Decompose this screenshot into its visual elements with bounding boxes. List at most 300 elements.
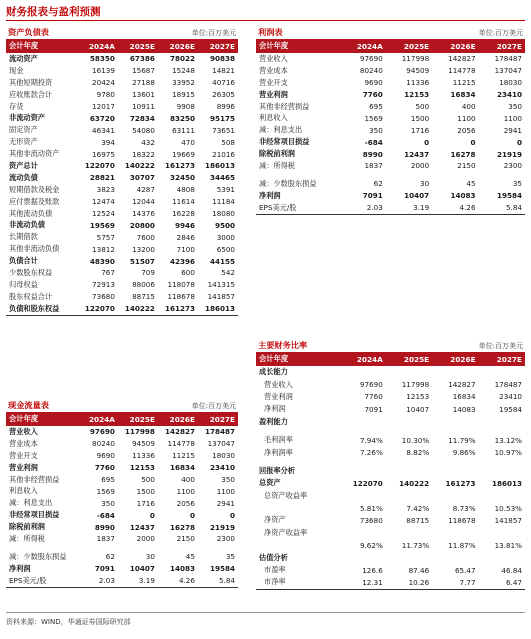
row-label xyxy=(256,502,339,514)
row-value: 0 xyxy=(229,510,235,520)
row-label: 营业收入 xyxy=(264,379,293,389)
row-value: 7760 xyxy=(364,392,383,402)
row-label: 减：所得税 xyxy=(259,160,295,170)
row-value: 35 xyxy=(225,552,235,562)
row-label: 非流动资产 xyxy=(9,113,45,123)
row-value: 45 xyxy=(466,179,476,189)
row-value xyxy=(432,366,478,378)
row-value: 20424 xyxy=(92,78,115,88)
row-label: 长期借款 xyxy=(9,232,38,242)
row-value: 7100 xyxy=(176,244,195,254)
row-value: 11614 xyxy=(172,197,195,207)
table-row xyxy=(256,178,525,190)
row-value: 10.53% xyxy=(494,503,522,513)
row-value: 9.86% xyxy=(452,448,476,458)
balance-sheet-block xyxy=(6,27,238,316)
row-label: 减：利息支出 xyxy=(9,498,53,508)
row-value: 46341 xyxy=(92,125,115,135)
row-label: 成长能力 xyxy=(259,367,288,377)
table-row xyxy=(256,416,525,428)
row-value: 12153 xyxy=(404,90,430,100)
row-label: 净利润 xyxy=(259,190,281,200)
row-value: 6500 xyxy=(216,244,235,254)
row-value: 4.26 xyxy=(432,202,478,214)
header-year: 2024A xyxy=(78,39,118,53)
row-value: 350 xyxy=(369,125,383,135)
row-label: 总资产收益率 xyxy=(264,490,308,500)
row-value: 40716 xyxy=(212,78,235,88)
table-row xyxy=(6,112,238,124)
row-label: 流动资产 xyxy=(9,53,38,63)
row-value: 0 xyxy=(516,137,522,147)
row-label: 非经常项目损益 xyxy=(9,510,60,520)
table-row xyxy=(256,446,525,458)
row-value xyxy=(479,465,525,477)
row-value: 500 xyxy=(415,102,430,111)
row-value: 21016 xyxy=(212,149,235,159)
row-value: 161273 xyxy=(164,161,195,171)
row-value: 72913 xyxy=(92,280,115,290)
row-value: 10.97% xyxy=(494,448,522,458)
row-label: 毛利润率 xyxy=(264,435,293,445)
row-label: 营业收入 xyxy=(259,53,288,63)
row-value: 4808 xyxy=(176,185,195,195)
row-value: 94509 xyxy=(406,66,430,76)
row-value: 45 xyxy=(185,552,195,562)
row-label: 固定资产 xyxy=(9,125,38,135)
row-value: 2300 xyxy=(503,161,522,171)
row-value: 2941 xyxy=(503,125,522,135)
row-label: 营业利润 xyxy=(9,462,38,472)
row-value: 3.19 xyxy=(118,575,158,587)
row-value: 7091 xyxy=(364,404,383,414)
row-value: 118678 xyxy=(448,515,476,525)
header-row xyxy=(6,412,238,426)
row-value: 2000 xyxy=(410,161,430,171)
row-value: 16228 xyxy=(172,209,195,219)
cash-flow-title: 现金流量表 xyxy=(8,400,49,410)
row-value: 600 xyxy=(181,268,195,278)
row-value: 44155 xyxy=(209,256,235,266)
row-label: 净利润 xyxy=(9,563,31,573)
row-value: 23410 xyxy=(499,392,522,402)
row-value xyxy=(386,490,432,502)
row-value: 1100 xyxy=(457,113,476,123)
income-statement-table xyxy=(256,39,525,215)
table-row xyxy=(6,450,238,462)
row-value: 88715 xyxy=(132,292,155,302)
row-value xyxy=(386,366,432,378)
row-value xyxy=(339,465,385,477)
header-year: 2025E xyxy=(118,39,158,53)
row-value: 5757 xyxy=(96,232,115,242)
table-row xyxy=(6,509,238,521)
table-row xyxy=(6,279,238,291)
row-value: 0 xyxy=(189,510,195,520)
row-value: 1837 xyxy=(364,161,383,171)
table-row xyxy=(256,148,525,160)
table-row xyxy=(256,477,525,489)
row-value: 14083 xyxy=(169,564,195,574)
row-value: 30 xyxy=(145,552,155,562)
row-value xyxy=(479,490,525,502)
row-value: 7600 xyxy=(136,232,155,242)
row-value: 14376 xyxy=(132,209,155,219)
row-value: 118678 xyxy=(167,292,195,302)
table-row xyxy=(256,527,525,539)
header-row xyxy=(256,39,525,53)
row-value: 16139 xyxy=(92,66,115,76)
row-value: 18915 xyxy=(172,90,195,100)
table-row xyxy=(6,196,238,208)
row-value: 2300 xyxy=(216,534,235,544)
row-value: 122070 xyxy=(84,161,115,171)
row-label: 其他非流动资产 xyxy=(9,149,60,159)
row-value: 11336 xyxy=(406,78,430,88)
row-value: 3.19 xyxy=(386,202,432,214)
header-label: 会计年度 xyxy=(6,39,78,53)
row-value: 7760 xyxy=(94,463,115,473)
row-value: 13.81% xyxy=(494,540,522,550)
row-label: 其他非经营损益 xyxy=(259,101,310,111)
table-row xyxy=(6,231,238,243)
row-value: 94509 xyxy=(132,439,155,449)
row-value: 8990 xyxy=(94,522,115,532)
row-value: 12524 xyxy=(92,209,115,219)
row-value: 14083 xyxy=(450,191,476,201)
row-value: 16278 xyxy=(450,149,476,159)
row-value: 508 xyxy=(221,137,235,147)
row-value: 12474 xyxy=(92,197,115,207)
row-value: 2150 xyxy=(457,161,476,171)
row-value: 126.6 xyxy=(362,565,383,575)
row-value: 27188 xyxy=(132,78,155,88)
row-value: 65.47 xyxy=(454,565,476,575)
row-value: 140222 xyxy=(118,303,158,315)
row-value: 95175 xyxy=(209,113,235,123)
row-value: 14083 xyxy=(452,404,476,414)
row-value xyxy=(386,551,432,563)
row-value: 42396 xyxy=(169,256,195,266)
row-value: 19669 xyxy=(172,149,195,159)
row-value: 51507 xyxy=(129,256,155,266)
row-value: 12437 xyxy=(404,149,430,159)
row-value xyxy=(339,490,385,502)
row-value: 1100 xyxy=(216,486,235,496)
table-row xyxy=(256,391,525,403)
table-row xyxy=(256,502,525,514)
table-row xyxy=(6,77,238,89)
row-label: EPS美元/股 xyxy=(256,202,339,214)
row-value: 141857 xyxy=(494,515,522,525)
table-row xyxy=(256,101,525,113)
row-value: 7091 xyxy=(362,191,383,201)
row-value: 72834 xyxy=(129,113,155,123)
table-row xyxy=(256,403,525,415)
row-value: 9908 xyxy=(176,102,195,111)
row-value: 2846 xyxy=(176,232,195,242)
row-label: EPS美元/股 xyxy=(6,575,78,587)
header-year: 2024A xyxy=(78,412,118,426)
row-value: 2000 xyxy=(136,534,155,544)
row-value: 8.82% xyxy=(406,448,430,458)
row-value: 88006 xyxy=(132,280,155,290)
row-value: 63720 xyxy=(89,113,115,123)
row-label: 流动负债 xyxy=(9,172,38,182)
row-value: 1500 xyxy=(410,113,430,123)
table-row xyxy=(256,576,525,589)
row-value xyxy=(386,416,432,428)
table-row xyxy=(6,160,238,172)
row-value: 73680 xyxy=(359,515,383,525)
table-row xyxy=(6,184,238,196)
table-row xyxy=(256,112,525,124)
header-row xyxy=(256,352,525,366)
row-value: 34465 xyxy=(209,173,235,183)
row-value: 432 xyxy=(141,137,155,147)
header-year: 2025E xyxy=(386,352,432,366)
table-row xyxy=(6,462,238,474)
row-value: 2056 xyxy=(176,498,195,508)
table-row xyxy=(6,291,238,303)
row-label xyxy=(256,539,339,551)
row-label: 营业收入 xyxy=(9,426,38,436)
row-value: 141315 xyxy=(207,280,235,290)
row-value: 137047 xyxy=(494,66,522,76)
row-value: 178487 xyxy=(494,380,522,390)
row-value: 11.73% xyxy=(401,540,430,550)
row-label: 减：少数股东损益 xyxy=(259,178,317,188)
row-value: 11336 xyxy=(132,451,155,461)
row-value: 19569 xyxy=(89,220,115,230)
table-row xyxy=(6,65,238,77)
row-value: 97690 xyxy=(359,380,383,390)
row-value xyxy=(432,416,478,428)
row-value: 5.84 xyxy=(479,202,525,214)
table-row xyxy=(6,267,238,279)
row-value: 161273 xyxy=(158,303,198,315)
row-value: 7.94% xyxy=(359,435,383,445)
table-row xyxy=(256,202,525,214)
table-row xyxy=(6,563,238,575)
balance-sheet-title: 资产负债表 xyxy=(8,27,49,37)
header-row xyxy=(6,39,238,53)
row-value: 13200 xyxy=(132,244,155,254)
table-row xyxy=(6,485,238,497)
row-value: 3000 xyxy=(216,232,235,242)
row-value xyxy=(479,527,525,539)
table-row xyxy=(6,521,238,533)
table-row xyxy=(6,303,238,315)
table-row xyxy=(256,378,525,390)
row-label: 存货 xyxy=(9,101,24,111)
row-label: 利息收入 xyxy=(259,113,288,123)
table-row xyxy=(256,514,525,526)
table-row xyxy=(256,160,525,172)
row-value: 11215 xyxy=(172,451,195,461)
row-value xyxy=(339,416,385,428)
row-value: 2056 xyxy=(457,125,476,135)
table-row xyxy=(256,53,525,65)
income-statement-block xyxy=(256,27,525,215)
row-value: 9690 xyxy=(96,451,115,461)
row-value: 8996 xyxy=(216,102,235,111)
row-value: 350 xyxy=(101,498,115,508)
row-value xyxy=(339,366,385,378)
table-row xyxy=(6,53,238,65)
row-value: 11215 xyxy=(452,78,476,88)
table-row xyxy=(6,124,238,136)
table-row xyxy=(6,136,238,148)
row-value: 8.73% xyxy=(452,503,476,513)
row-value: 13.12% xyxy=(494,435,522,445)
row-label: 营业利润 xyxy=(259,89,288,99)
row-value: 394 xyxy=(101,137,115,147)
row-label: 除税前利润 xyxy=(259,149,295,159)
row-value: 2.03 xyxy=(78,575,118,587)
row-value: 10911 xyxy=(132,102,155,111)
header-year: 2025E xyxy=(118,412,158,426)
table-row xyxy=(6,219,238,231)
row-value: 695 xyxy=(369,102,383,111)
row-value: 4.26 xyxy=(158,575,198,587)
row-label: 营业开支 xyxy=(259,77,288,87)
row-value: 2941 xyxy=(216,498,235,508)
table-row xyxy=(256,564,525,576)
row-value xyxy=(432,527,478,539)
header-year: 2027E xyxy=(198,39,238,53)
table-row xyxy=(6,172,238,184)
row-value: 26305 xyxy=(212,90,235,100)
row-value: 500 xyxy=(141,475,155,484)
row-label: 负债合计 xyxy=(9,256,38,266)
row-value: 16834 xyxy=(452,392,476,402)
row-label: 非经常项目损益 xyxy=(259,137,310,147)
row-value: 30707 xyxy=(129,173,155,183)
row-value: 117998 xyxy=(124,427,155,437)
row-value: 1569 xyxy=(364,113,383,123)
row-value: 19584 xyxy=(496,191,522,201)
row-value: 9780 xyxy=(96,90,115,100)
table-row xyxy=(6,474,238,486)
row-value: 7.26% xyxy=(359,448,383,458)
row-value xyxy=(386,527,432,539)
row-value: 19584 xyxy=(209,564,235,574)
row-value: 709 xyxy=(141,268,155,278)
row-value: 142827 xyxy=(164,427,195,437)
row-label: 负债和股东权益 xyxy=(6,303,78,315)
row-value xyxy=(479,416,525,428)
row-value: 97690 xyxy=(89,427,115,437)
row-value: 16834 xyxy=(169,463,195,473)
table-row xyxy=(6,497,238,509)
row-value: 78022 xyxy=(169,54,195,64)
row-label: 估值分析 xyxy=(259,552,288,562)
row-value: 28821 xyxy=(89,173,115,183)
table-row xyxy=(6,148,238,160)
header-year: 2025E xyxy=(386,39,432,53)
row-value: 142827 xyxy=(448,54,476,64)
cash-flow-unit: 单位:百万美元 xyxy=(191,402,236,410)
header-year: 2024A xyxy=(339,352,385,366)
table-row xyxy=(6,255,238,267)
table-row xyxy=(6,533,238,545)
row-value: 10.26 xyxy=(386,576,432,589)
row-value: 48390 xyxy=(89,256,115,266)
row-value: 140222 xyxy=(399,478,430,488)
row-value: 14821 xyxy=(212,66,235,76)
row-value: 20800 xyxy=(129,220,155,230)
row-value: 58350 xyxy=(89,54,115,64)
table-row xyxy=(256,465,525,477)
header-year: 2026E xyxy=(432,39,478,53)
row-value: 1716 xyxy=(136,498,155,508)
table-row xyxy=(256,89,525,101)
row-value: 90838 xyxy=(209,54,235,64)
row-value: 114778 xyxy=(448,66,476,76)
row-label: 短期借款及税金 xyxy=(9,184,60,194)
row-value: 5391 xyxy=(216,185,235,195)
row-label: 营业利润 xyxy=(264,391,293,401)
row-value: 12017 xyxy=(92,102,115,111)
row-value: 21919 xyxy=(496,149,522,159)
row-value xyxy=(432,465,478,477)
row-value: 470 xyxy=(181,137,195,147)
table-row xyxy=(256,136,525,148)
row-value: 1716 xyxy=(410,125,430,135)
row-value: 117998 xyxy=(401,54,430,64)
row-value: 7.42% xyxy=(406,503,430,513)
row-label: 净利润 xyxy=(264,404,286,414)
header-year: 2024A xyxy=(339,39,385,53)
row-label: 净利润率 xyxy=(264,447,293,457)
row-value: 12.31 xyxy=(339,576,385,589)
row-value: 18030 xyxy=(212,451,235,461)
row-value: 10407 xyxy=(404,191,430,201)
row-value: 9690 xyxy=(364,78,383,88)
header-label: 会计年度 xyxy=(6,412,78,426)
row-value: 32450 xyxy=(169,173,195,183)
row-value: 186013 xyxy=(204,161,235,171)
row-value: 10.30% xyxy=(401,435,430,445)
row-value: 13812 xyxy=(92,244,115,254)
row-value: 186013 xyxy=(491,478,522,488)
row-value: 350 xyxy=(508,102,522,111)
row-value: 400 xyxy=(181,475,195,484)
row-value: 7.77 xyxy=(432,576,478,589)
row-value: 10407 xyxy=(129,564,155,574)
row-label: 其他短期投资 xyxy=(9,77,53,87)
row-value: 16278 xyxy=(169,522,195,532)
row-value: 12153 xyxy=(406,392,430,402)
row-value: 7091 xyxy=(94,564,115,574)
ratios-title: 主要财务比率 xyxy=(258,340,308,350)
row-value: -684 xyxy=(96,510,115,520)
row-value: 542 xyxy=(221,268,235,278)
row-value: 35 xyxy=(512,179,522,189)
row-value: 62 xyxy=(105,552,115,562)
row-value: 1837 xyxy=(96,534,115,544)
row-value: 18322 xyxy=(132,149,155,159)
balance-sheet-unit: 单位:百万美元 xyxy=(191,29,236,37)
table-row xyxy=(6,426,238,438)
row-value: 23410 xyxy=(496,90,522,100)
row-value: 11.87% xyxy=(448,540,476,550)
row-value: 0 xyxy=(149,510,155,520)
row-label: 回报率分析 xyxy=(259,465,295,475)
row-value: 12437 xyxy=(129,522,155,532)
row-value: 400 xyxy=(461,102,476,111)
